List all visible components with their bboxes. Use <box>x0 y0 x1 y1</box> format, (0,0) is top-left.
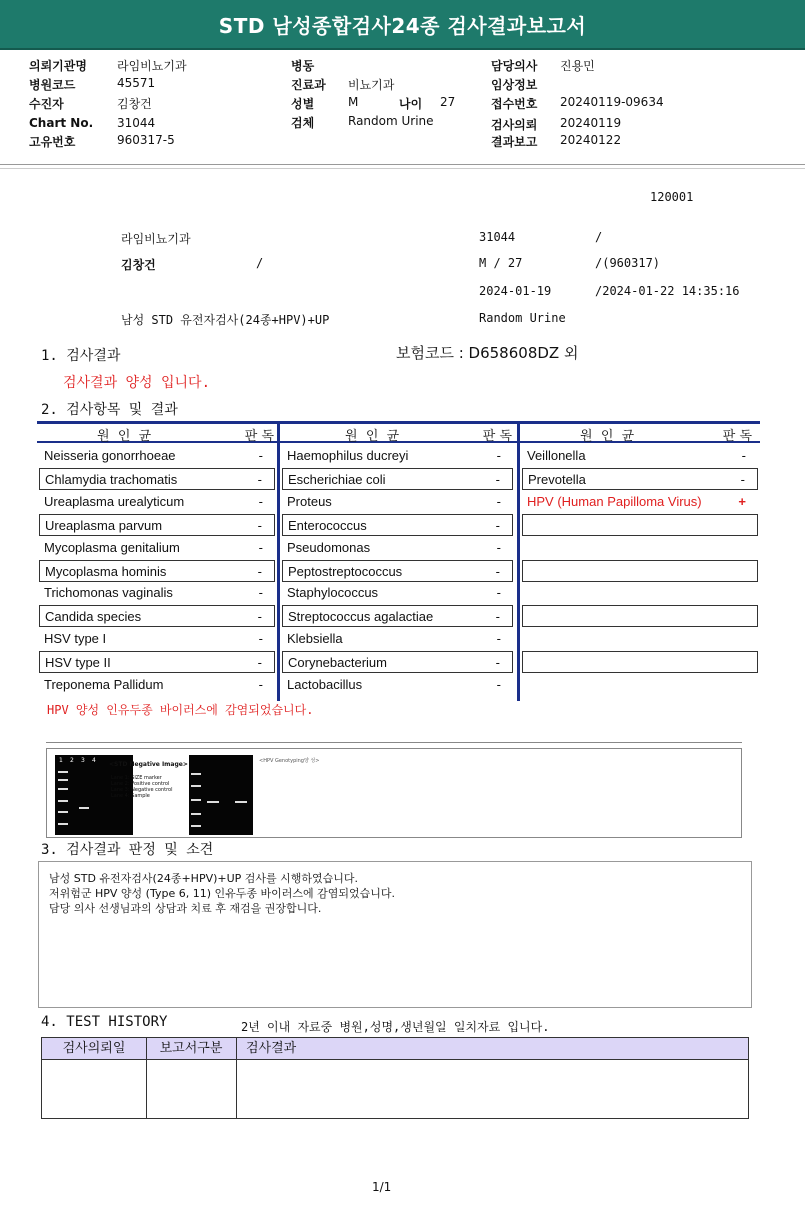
summary-date1: 2024-01-19 <box>479 284 552 298</box>
gel-lane-label: 4 <box>92 757 96 764</box>
pathogen-result: - <box>257 655 262 671</box>
header-value: 라임비뇨기과 <box>117 59 187 73</box>
opinion-line: 담당 의사 선생님과의 상담과 치료 후 재검을 권장합니다. <box>49 902 322 915</box>
result-note: HPV 양성 인유두종 바이러스에 감염되었습니다. <box>47 703 314 717</box>
header-label: 접수번호 <box>491 97 538 111</box>
pathogen-result: - <box>496 493 501 509</box>
pathogen-name: Mycoplasma hominis <box>45 563 167 579</box>
pathogen-name: Mycoplasma genitalium <box>44 539 180 555</box>
history-col-sep <box>236 1038 237 1118</box>
summary-clinic: 라임비뇨기과 <box>121 232 191 246</box>
gel-caption-line: Lane 1: SIZE marker <box>111 775 162 781</box>
pathogen-result: - <box>257 609 262 625</box>
pathogen-name: Haemophilus ducreyi <box>287 448 409 463</box>
result-row <box>39 537 275 559</box>
summary-sex-age: M / 27 <box>479 256 523 270</box>
result-row <box>282 491 513 513</box>
pathogen-result: - <box>258 493 263 509</box>
pathogen-result: - <box>495 609 500 625</box>
summary-slash: / <box>256 256 264 270</box>
column-divider <box>517 421 520 701</box>
pathogen-name: HPV (Human Papilloma Virus) <box>527 493 702 509</box>
result-row <box>282 537 513 559</box>
pathogen-name: Staphylococcus <box>287 585 379 601</box>
header-value: 45571 <box>117 76 156 90</box>
column-header-name: 원 인 균 <box>97 429 152 444</box>
header-label: 병동 <box>291 59 315 73</box>
header-value: 960317-5 <box>117 133 175 147</box>
header-label: 의뢰기관명 <box>29 59 87 73</box>
pathogen-result: - <box>496 539 501 555</box>
header-label: 검체 <box>291 116 315 130</box>
header-value: 20240119 <box>560 116 622 130</box>
summary-name: 김창건 <box>121 258 156 272</box>
pathogen-result: - <box>496 631 501 647</box>
column-header-result: 판 독 <box>722 429 752 444</box>
result-row <box>39 651 275 673</box>
pathogen-name: HSV type II <box>45 655 111 671</box>
opinion-box <box>38 861 752 1008</box>
result-row <box>282 674 513 696</box>
column-header <box>280 421 518 443</box>
gel-image-hpv <box>189 755 253 835</box>
column-header-result: 판 독 <box>482 429 512 444</box>
header-label: 고유번호 <box>29 135 76 149</box>
result-row <box>282 445 513 467</box>
header-label: 수진자 <box>29 97 64 111</box>
pathogen-name: Treponema Pallidum <box>44 677 164 692</box>
summary-birth: /(960317) <box>595 256 661 270</box>
result-row <box>522 468 758 490</box>
header-value: 진용민 <box>560 59 595 73</box>
gel-image-box <box>46 748 742 838</box>
header-value: 김창건 <box>117 97 152 111</box>
pathogen-result: - <box>495 655 500 671</box>
pathogen-name: Proteus <box>287 493 332 509</box>
header-label: 검사의뢰 <box>491 118 538 132</box>
result-row <box>522 491 758 513</box>
result-row <box>39 605 275 627</box>
header-value: Random Urine <box>348 114 434 128</box>
result-row <box>282 605 513 627</box>
page-number: 1/1 <box>372 1180 392 1194</box>
results-table <box>37 421 760 701</box>
pathogen-name: Escherichiae coli <box>288 471 386 487</box>
header-value: 비뇨기과 <box>348 78 395 92</box>
header-value: 20240119-09634 <box>560 95 664 109</box>
header-label: 결과보고 <box>491 135 538 149</box>
header-label: 담당의사 <box>491 59 538 73</box>
header-label: 병원코드 <box>29 78 76 92</box>
pathogen-name: Enterococcus <box>288 517 367 533</box>
pathogen-result: - <box>495 471 500 487</box>
column-header-name: 원 인 균 <box>580 429 635 444</box>
result-row <box>282 560 513 582</box>
gel-lane-label: 1 <box>59 757 63 764</box>
pathogen-name: Streptococcus agalactiae <box>288 609 434 625</box>
gel-caption-title: <STD Negative Image> <box>109 761 188 768</box>
history-header-cell: 검사의뢰일 <box>62 1041 126 1056</box>
pathogen-name: Neisseria gonorrhoeae <box>44 448 176 463</box>
pathogen-result: - <box>496 677 501 692</box>
section2-title: 2. 검사항목 및 결과 <box>41 402 178 418</box>
opinion-line: 남성 STD 유전자검사(24종+HPV)+UP 검사를 시행하였습니다. <box>49 872 359 885</box>
result-row <box>39 560 275 582</box>
pathogen-result: - <box>258 631 263 647</box>
pathogen-name: Prevotella <box>528 471 586 487</box>
column-header <box>37 421 280 443</box>
history-note: 2년 이내 자료중 병원,성명,생년월일 일치자료 입니다. <box>241 1020 550 1034</box>
result-row <box>282 514 513 536</box>
title-bar <box>0 0 805 50</box>
result-row <box>39 582 275 604</box>
gel-lane-label: 3 <box>81 757 85 764</box>
header-value: M <box>348 95 359 109</box>
gel-caption-line: Lane 3: Negative control <box>111 787 173 793</box>
pathogen-result: - <box>257 563 262 579</box>
pathogen-result: - <box>258 448 263 463</box>
pathogen-result: - <box>257 471 262 487</box>
result-row <box>522 445 758 467</box>
section4-title: 4. TEST HISTORY <box>41 1014 168 1030</box>
pathogen-result: - <box>258 539 263 555</box>
history-header-cell: 보고서구분 <box>159 1041 223 1056</box>
pathogen-result: - <box>495 563 500 579</box>
summary-chart: 31044 <box>479 230 516 244</box>
report-title: STD 남성종합검사24종 검사결과보고서 <box>218 14 587 38</box>
summary-slash: / <box>595 230 603 244</box>
age-value: 27 <box>440 95 456 109</box>
gel-lane-label: 2 <box>70 757 74 764</box>
header-label: Chart No. <box>29 116 94 130</box>
pathogen-result: - <box>258 677 263 692</box>
pathogen-name: Ureaplasma parvum <box>45 517 163 533</box>
insurance-code: 보험코드 : D658608DZ 외 <box>396 344 579 362</box>
header-label: 진료과 <box>291 78 326 92</box>
image-divider <box>46 742 742 743</box>
result-row <box>522 514 758 536</box>
result-row <box>522 560 758 582</box>
gel-caption-lines <box>111 775 173 799</box>
result-row <box>522 651 758 673</box>
header-value: 31044 <box>117 116 156 130</box>
pathogen-name: Ureaplasma urealyticum <box>44 493 185 509</box>
header-label: 성별 <box>291 97 315 111</box>
result-row <box>522 605 758 627</box>
section3-title: 3. 검사결과 판정 및 소견 <box>41 842 214 858</box>
result-row <box>39 468 275 490</box>
summary-test: 남성 STD 유전자검사(24종+HPV)+UP <box>121 313 330 327</box>
opinion-line: 저위험군 HPV 양성 (Type 6, 11) 인유두종 바이러스에 감염되었습니다. <box>49 887 396 900</box>
pathogen-name: Pseudomonas <box>287 539 371 555</box>
summary-specimen: Random Urine <box>479 311 566 325</box>
column-header-name: 원 인 균 <box>345 429 400 444</box>
history-col-sep <box>146 1038 147 1118</box>
result-summary: 검사결과 양성 입니다. <box>63 375 211 391</box>
pathogen-name: HSV type I <box>44 631 107 647</box>
pathogen-name: Klebsiella <box>287 631 343 647</box>
summary-date2: /2024-01-22 14:35:16 <box>595 284 740 298</box>
pathogen-result: - <box>258 585 263 601</box>
pathogen-name: Corynebacterium <box>288 655 387 671</box>
history-header-cell: 검사결과 <box>246 1041 297 1056</box>
pathogen-result: - <box>257 517 262 533</box>
pathogen-result: + <box>738 493 746 509</box>
pathogen-name: Candida species <box>45 609 142 625</box>
result-row <box>39 445 275 467</box>
pathogen-name: Veillonella <box>527 448 586 463</box>
result-row <box>39 674 275 696</box>
pathogen-result: - <box>496 448 501 463</box>
result-row <box>282 582 513 604</box>
column-header-result: 판 독 <box>244 429 274 444</box>
pathogen-name: Peptostreptococcus <box>288 563 403 579</box>
gel-caption-line: Lane 4: Sample <box>111 793 150 799</box>
pathogen-name: Lactobacillus <box>287 677 363 692</box>
pathogen-result: - <box>741 448 746 463</box>
age-label: 나이 <box>399 97 423 111</box>
result-row <box>39 514 275 536</box>
result-row <box>282 628 513 650</box>
pathogen-result: - <box>496 585 501 601</box>
header-value: 20240122 <box>560 133 622 147</box>
result-row <box>39 491 275 513</box>
column-divider <box>277 421 280 701</box>
pathogen-result: - <box>740 471 745 487</box>
header-divider <box>0 168 805 169</box>
column-header <box>520 421 760 443</box>
gel-caption-line: Lane 2: Positive control <box>111 781 170 787</box>
result-row <box>282 468 513 490</box>
section1-title: 1. 검사결과 <box>41 348 121 364</box>
pathogen-name: Chlamydia trachomatis <box>45 471 178 487</box>
header-divider <box>0 164 805 165</box>
result-row <box>282 651 513 673</box>
summary-code: 120001 <box>650 190 694 204</box>
hpv-caption: <HPV Genotyping양 성> <box>259 758 320 764</box>
header-label: 임상정보 <box>491 78 538 92</box>
pathogen-name: Trichomonas vaginalis <box>44 585 173 601</box>
result-row <box>39 628 275 650</box>
pathogen-result: - <box>495 517 500 533</box>
history-table <box>41 1037 749 1119</box>
